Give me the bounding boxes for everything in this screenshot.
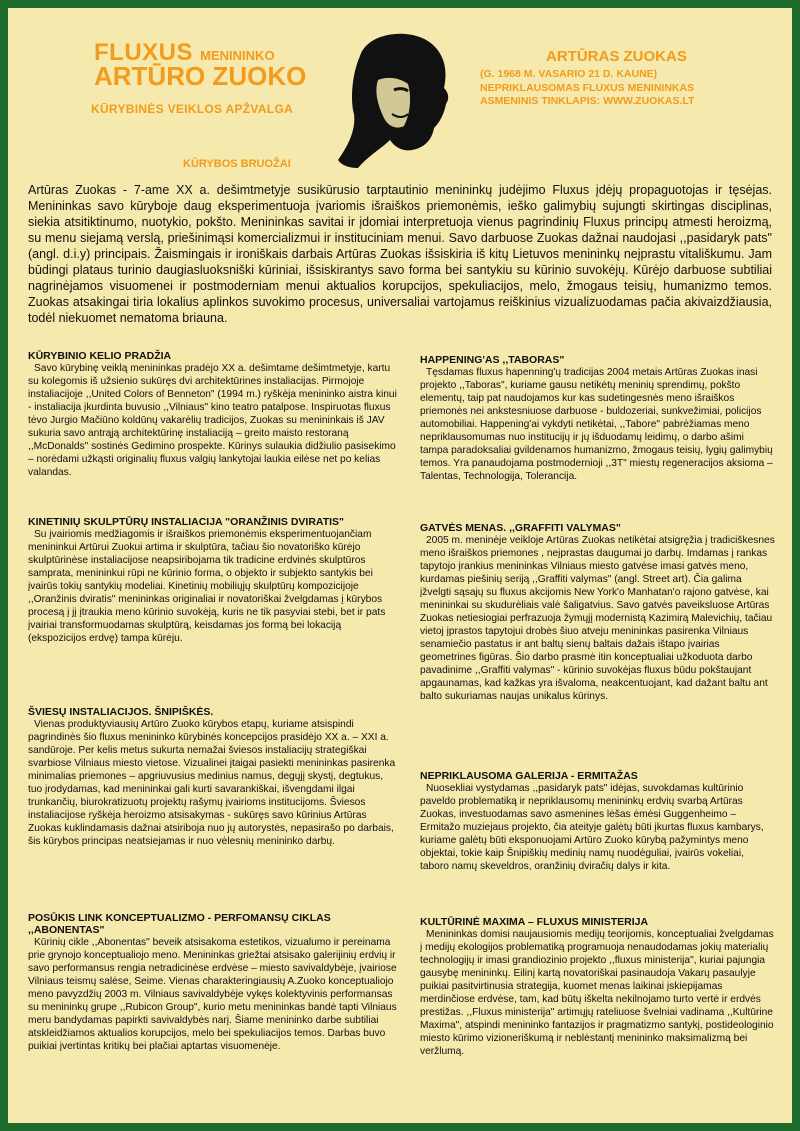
section-oranzinis-dviratis (28, 516, 398, 645)
section-title: KULTŪRINĖ MAXIMA – FLUXUS MINISTERIJA (420, 916, 649, 928)
section-body: Kūrinių cikle ,,Abonentas" beveik atsisakoma estetikos, vizualumo ir pereinama prie grynojo konceptualiojo meno. Menininkas griežtai atsisako galerijinių erdvių ir savo performansus rengia netradicinėse erdvėse – miesto savivaldybėje, įvairiose Vilniaus teismų salėse, Seime. Vienas charakteringiausių A.Zuoko konceptualiojo meno pavyzdžių 2003 m. Vilniaus savivaldybėje vykęs kolektyvinis performansas su menininkų grupe ,,Rubicon Group", kurio metu menininkas bandė tapti Vilniaus meru bandydamas papirkti savivaldybės narį. Šiame menininko darbe subtiliai atskleidžiamos aktualios korupcijos, melo bei spekuliacijos temos. Darbas buvo puikiai įvertintas kritikų bei plačiai aptartas visuomenėje. (28, 937, 397, 1052)
title-menininko: MENININKO (200, 48, 275, 63)
section-label: KŪRYBOS BRUOŽAI (183, 158, 291, 170)
section-fluxus-ministerija (420, 916, 775, 1058)
title-fluxus: FLUXUS MENININKO (94, 39, 275, 66)
artist-birth: (G. 1968 M. VASARIO 21 D. KAUNE) (480, 68, 658, 80)
section-graffiti-valymas (420, 522, 775, 703)
section-body: Tęsdamas fluxus hapenning'ų tradicijas 2004 metais Artūras Zuokas inasi projekto ,,Taboras", kuriame gausu netikėtų meninių sprendimų, pokšto elementų, taip pat naudojamos kur kas sudetingesnės meno išraiškos priemonės nei ankstesniuose darbuose - buldozeriai, sunkvežimiai, policijos automobiliai. Happening'ai vykdyti netikėtai, ,,Tabore" pabrėžiamas meno nepriklausomumas nuo institucijų ir jų išduodamų leidimų, o darbo ašimi tampa paradoksaliai gvildenamos humanizmo, žmogaus teisių, lygių galimybių temos. Yra panaudojama postmodernioji ,,3T" miestų regeneracijos aksioma – Talentas, Technologija, Tolerancija. (420, 367, 773, 482)
title-artist: ARTŪRO ZUOKO (94, 61, 307, 91)
section-body: Savo kūrybinę veiklą menininkas pradėjo XX a. dešimtame dešimtmetyje, kartu su kolegomis iš užsienio sukūręs dvi architektūrines instaliacijas. Pirmojoje instaliacijoje ,,United Colors of Benneton" (1994 m.) ryškėja menininko aistra kinui - instaliacija įkurdinta buvusio ,,Vilniaus" kino teatro patalpose. Inspiruotas fluxus tėvo Jurgio Mačiūno koldūnų vakarėlių tradicijos, Zuokas su menininkais iš JAV sukuria savo antrąją architektūrinę instaliaciją – greito maisto restoraną ,,McDonalds" sostinės Gedimino prospekte. Kūrinys sulaukia didžiulio pasisekimo – norėdami užkąsti originalių fluxus valgių lankytojai laukia eilėse net po kelias valandas. (28, 363, 397, 478)
section-title: ŠVIESŲ INSTALIACIJOS. ŠNIPIŠKĖS. (28, 706, 214, 718)
artist-info (480, 68, 694, 109)
section-body: Nuosekliai vystydamas ,,pasidaryk pats" idėjas, suvokdamas kultūrinio paveldo problematiką ir nepriklausomų menininkų erdvių svarbą Artūras Zuokas, investuodamas savo asmenines lėšas ėmėsi Guggenheimo – Ermitažo muziejaus projekto, čia ateityje galėtų būti įkurtas fluxus kambarys, kuriame galėtų būti eksponuojami Artūro Zuoko kūrybą pažymintys meno objektai, tokie kaip Šnipiškių medinių namų nuodėguliai, įvairūs vokeliai, taboro namų skeveldros, oranžinių dviračių dalys ir kita. (420, 783, 764, 872)
section-title: KINETINIŲ SKULPTŪRŲ INSTALIACIJA "ORANŽINIS DVIRATIS" (28, 516, 345, 528)
section-taboras (420, 354, 775, 483)
artist-website: ASMENINIS TINKLAPIS: WWW.ZUOKAS.LT (480, 95, 695, 107)
section-title: GATVĖS MENAS. ,,GRAFFITI VALYMAS" (420, 522, 621, 534)
section-kelio-pradzia (28, 350, 398, 479)
intro-paragraph: Artūras Zuokas - 7-ame XX a. dešimtmetyje susikūrusio tarptautinio menininkų judėjimo Fluxus įdėjų propaguotojas ir tęsėjas. Menininkas savo kūryboje daug eksperimentuoja įvariomis išraiškos priemonėmis, ieško galimybių sujungti skirtingas disciplinas, siekia atsitiktinumo, nuotykio, pokšto. Menininkas savitai ir įdomiai interpretuoja vienus pagrindinių Fluxus principų atmesti heroizmą, su menu siejamą verslą, priešinimąsi komercializmui ir instituciniam menui. Savo darbuose Zuokas dažnai naudojasi ,,pasidaryk pats" (angl. d.i.y) principais. Žaismingais ir ironiškais darbais Artūras Zuokas išsiskiria iš kitų Lietuvos menininkų neįprastu vitališkumu. Jam būdingi plataus turinio daugiasluoksniški kūriniai, išsiskirantys savo forma bei santykiu su kūrinio suvokėjų. Kūrėjo darbuose subtiliai nagrinėjamos visuomenei ir postmoderniam menui aktualios korupcijos, spekuliacijos, melo, žmogaus teisių, humanizmo temos. Zuokas atsakingai tiria lokalius aplinkos suvokimo procesus, universaliai vartojamus reiškinius vizualizuodamas pačia akivaizdžiausia, todėl niekuomet nematoma briauna. (28, 183, 772, 325)
section-title: NEPRIKLAUSOMA GALERIJA - ERMITAŽAS (420, 770, 638, 782)
artist-portrait (308, 18, 468, 178)
section-title: HAPPENING'AS ,,TABORAS" (420, 354, 565, 366)
section-body: 2005 m. meninėje veikloje Artūras Zuokas netikėtai atsigręžia į tradiciškesnes meno išraiškos priemones , neįprastas daugumai jo darbų. Imdamas į rankas tapytojo įrankius menininkas Vilniaus miesto gatvėse imasi gatvės meno, kurdamas piešinių seriją ,,Graffiti valymas" (angl. Street art). Čia galima įžvelgti sąsajų su fluxus akcijomis New York'o Manhatan'o rajono gatvėse, kai menininkai su skudurėliais valė šaligatvius. Savo gatvės paveiksluose Artūras Zuokas netiesiogiai perfrazuoja žymųjį modernistą Kazimirą Malevichių, tačiau vietoj įprastos tapytojui drobės šiuo atveju menininkas pasirenka Vilniaus senamiečio pastatus ir ant baltų sienų baltais dažais ištapo įvairias geometrines figūras. Šio darbo prasmė itin konceptualiai užkoduota darbo pavadinime ,,Graffiti valymas" - kūrinio suvokėjas fluxus būdu pokštaujant apgaunamas, kad kažkas yra išvaloma, neakcentuojant, kad dažant baltu ant balto sukuriamas naujas unikalus kūrinys. (420, 535, 775, 702)
poster (8, 8, 792, 1123)
subtitle: KŪRYBINĖS VEIKLOS APŽVALGA (91, 102, 294, 116)
section-body: Vienas produktyviausių Artūro Zuoko kūrybos etapų, kuriame atsispindi pagrindinės šio fluxus menininko kūrybinės koncepcijos prasidėjo XX a. – XXI a. sandūroje. Per kelis metus sukurta nemažai šviesos instaliacijų strategiškai svarbiose Vilniaus miesto vietose. Vizualinei įtaigai pasiekti menininkas pasirenka minimalias priemones – apgriuvusius medinius namus, degųjį skystį, degtukus, tuo įrodydamas, kad menininkai gali kurti savarankiškai, išvengdami ilgai trunkančių, biurokratizuotų projektų rašymų įvairioms institucijoms. Šviesos instaliacijose ryškėja heroizmo atsisakymas - sukūręs savo kūrinius Artūras Zuokas kuklindamasis dažnai atsiriboja nuo jų autorystės, nepasirašo po darbais, šis kūrybos principas neatsiejamas ir nuo vėlesnių menininko darbų. (28, 719, 396, 847)
artist-name: ARTŪRAS ZUOKAS (546, 48, 687, 65)
section-ermitazas (420, 770, 775, 873)
section-title: KŪRYBINIO KELIO PRADŽIA (28, 350, 172, 362)
artist-role: NEPRIKLAUSOMAS FLUXUS MENININKAS (480, 81, 695, 94)
section-sniepiskes (28, 706, 398, 848)
section-abonentas (28, 912, 398, 1053)
section-title: POSŪKIS LINK KONCEPTUALIZMO - PERFOMANSŲ CIKLAS ,,ABONENTAS" (28, 912, 331, 936)
section-body: Menininkas domisi naujausiomis medijų teorijomis, konceptualiai žvelgdamas į medijų ekologijos problematiką programuoja nenaudodamas jokių materialių technologijų ir imasi grandiozinio projekto ,,fluxus ministerija", kuriai pajungia gausybę menininkų. Eilinį kartą novatoriškai pasinaudoja Vakarų pasaulyje puikiai pasitvirtinusia strategija, kuomet menas laikinai įskiepijamas merdinčiose erdvėse, tam, kad būtų iškelta nekilnojamo turto vertė ir erdvės prestižas. ,,Fluxus ministerija" artimųjų rateliuose švelniai vadinama ,,Kultūrine Maxima", atspindi menininko fantazijos ir pragmatizmo santykį, postideologinio miesto kūrimo vizioneriškumą ir neblėstantį menininko maksimalizmą bei veržlumą. (420, 929, 774, 1057)
section-body: Su įvairiomis medžiagomis ir išraiškos priemonėmis eksperimentuojančiam menininkui Artūrui Zuokui artima ir skulptūra, tačiau šio novatoriško kūrėjo skulptūrinėse instaliacijose neapsiribojama tik tradicine erdvinės skulptūros samprata, menininkui rūpi ne kūrinio forma, o objekto ir subjekto santykis bei įvairūs tokių santykių modeliai. Kinetinių mobiliųjų skulptūrų kompozicijoje ,,Oranžinis dviratis" menininkas originaliai ir novatoriškai žvelgdamas į kūrybos procesą į jį įtraukia meno kūrinio suvokėją, kuris ne tik pasyviai stebi, bet ir pats įvairiai transformuodamas skulptūrą, keisdamas jos formą bei lokaciją (ekspozicijos erdvę) tampa kūrėju. (28, 529, 386, 644)
